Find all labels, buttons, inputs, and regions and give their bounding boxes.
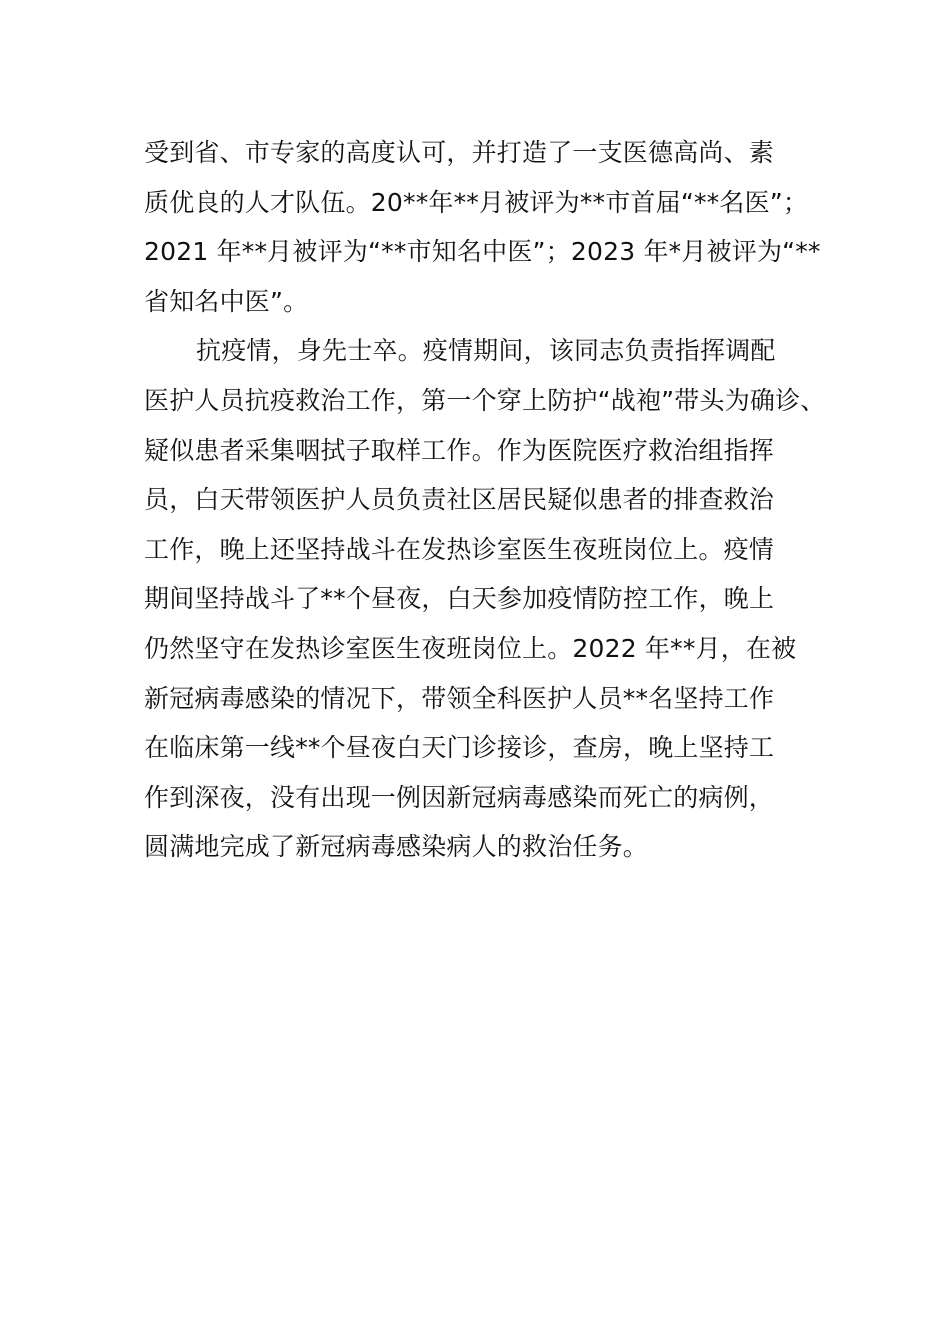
text-line: 疑似患者采集咽拭子取样工作。作为医院医疗救治组指挥 (144, 435, 775, 465)
text-line: 新冠病毒感染的情况下，带领全科医护人员**名坚持工作 (144, 683, 775, 713)
text-line: 医护人员抗疫救治工作，第一个穿上防护“战袍”带头为确诊、 (144, 385, 826, 415)
text-line: 作到深夜，没有出现一例因新冠病毒感染而死亡的病例， (144, 782, 775, 812)
text-line: 期间坚持战斗了**个昼夜，白天参加疫情防控工作，晚上 (144, 584, 775, 614)
text-line: 仍然坚守在发热诊室医生夜班岗位上。2022 年**月，在被 (144, 633, 797, 663)
text-line: 2021 年**月被评为“**市知名中医”；2023 年*月被评为“** (144, 237, 821, 267)
paragraph-awards (144, 128, 821, 326)
text-line: 工作，晚上还坚持战斗在发热诊室医生夜班岗位上。疫情 (144, 534, 775, 564)
text-line: 圆满地完成了新冠病毒感染病人的救治任务。 (144, 832, 649, 862)
text-line: 受到省、市专家的高度认可，并打造了一支医德高尚、素 (144, 138, 775, 167)
paragraph-epidemic (144, 326, 826, 872)
text-line: 员，白天带领医护人员负责社区居民疑似患者的排查救治 (144, 485, 775, 515)
text-line: 质优良的人才队伍。20**年**月被评为**市首届“**名医”； (144, 187, 809, 217)
text-line: 在临床第一线**个昼夜白天门诊接诊，查房，晚上坚持工 (144, 733, 775, 763)
text-line: 抗疫情，身先士卒。疫情期间，该同志负责指挥调配 (196, 336, 776, 366)
text-line: 省知名中医”。 (144, 286, 309, 316)
document-body (144, 128, 826, 872)
